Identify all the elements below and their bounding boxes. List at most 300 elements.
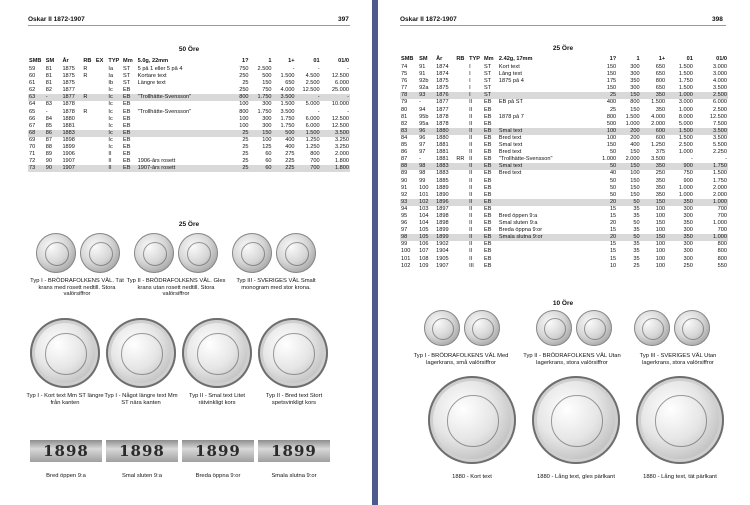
table-cell: Ic: [108, 122, 113, 129]
table-cell: Ic: [107, 94, 122, 101]
table-cell: 5.500: [713, 142, 727, 149]
table-cell: II: [469, 113, 473, 120]
table-cell: EB: [483, 199, 498, 206]
table-cell: 2.000: [713, 184, 727, 191]
table-cell: 100: [655, 255, 666, 262]
table-cell: 5.000: [305, 101, 320, 108]
table-cell: 1.500: [296, 130, 321, 137]
table-cell: EB: [484, 99, 492, 106]
table-cell: II: [469, 177, 473, 184]
table-cell: "Trollhätte-Svensson": [498, 156, 553, 163]
table-25-ore: [400, 55, 728, 270]
table-cell: 96: [401, 220, 408, 227]
table-cell: 1.750: [250, 94, 273, 101]
table-cell: 1878: [62, 108, 75, 115]
table-cell: "Trollhätte-Svensson": [137, 94, 231, 101]
table-cell: 100: [239, 115, 249, 122]
table-cell: EB: [484, 113, 492, 120]
table-cell: II: [469, 205, 473, 212]
table-cell: [455, 142, 468, 149]
table-cell: [82, 144, 95, 151]
table-cell: I: [469, 64, 471, 70]
table-cell: [455, 78, 468, 85]
table-cell: EB: [483, 128, 498, 135]
table-cell: 150: [630, 191, 640, 198]
table-cell: EB: [123, 136, 131, 143]
table-cell: 1899: [435, 234, 455, 241]
table-cell: 101: [401, 255, 411, 262]
coin-caption: 1880 - Kort text: [452, 474, 492, 480]
table-cell: ST: [484, 78, 492, 85]
table-cell: 84: [45, 115, 52, 122]
table-row: [28, 66, 350, 73]
table-cell: 85: [401, 142, 408, 149]
table-cell: [95, 158, 108, 165]
table-cell: [498, 192, 592, 199]
table-row: [28, 94, 350, 101]
table-cell: 1.500: [625, 113, 640, 120]
table-cell: [455, 121, 468, 128]
table-cell: 800: [717, 255, 727, 262]
table-cell: 80: [401, 106, 408, 113]
table-cell: [95, 151, 108, 158]
table-cell: 100: [655, 212, 666, 219]
table-row: [400, 121, 728, 128]
table-cell: EB: [484, 205, 492, 212]
table-cell: [498, 107, 592, 114]
table-row: [400, 107, 728, 114]
table-cell: 83: [45, 101, 52, 108]
table-cell: 25: [633, 262, 640, 269]
table-cell: 96: [418, 128, 435, 135]
page-header-title: Oskar II 1872-1907: [400, 16, 457, 23]
table-cell: [498, 185, 592, 192]
table-cell: 104: [419, 220, 429, 227]
table-cell: [82, 137, 95, 144]
table-cell: 50: [592, 163, 618, 170]
table-cell: 1876: [435, 92, 455, 99]
table-cell: [95, 109, 108, 116]
table-cell: 350: [641, 163, 667, 170]
table-cell: 3.500: [713, 85, 727, 92]
table-cell: 1880: [435, 128, 455, 135]
table-cell: EB: [123, 87, 131, 94]
table-cell: 1898: [436, 212, 449, 219]
table-cell: 1907: [436, 262, 449, 269]
table-cell: "Trollhätte-Svensson": [137, 108, 192, 115]
header-rule: [28, 25, 350, 26]
column-header: 01: [313, 57, 320, 64]
table-cell: II: [469, 134, 473, 141]
table-cell: 1875: [436, 78, 449, 85]
table-cell: 97: [419, 142, 426, 149]
table-cell: 35: [633, 227, 640, 234]
table-cell: 300: [683, 241, 693, 248]
table-cell: 3.500: [713, 134, 727, 141]
type-caption: Typ II - BRÖDRAFOLKENS VÄL Utan lagerkrans, stora valörsiffror: [523, 353, 621, 366]
table-row: [400, 192, 728, 199]
table-row: [28, 123, 350, 130]
table-cell: 650: [655, 85, 666, 92]
table-cell: 6.000: [713, 99, 727, 106]
table-cell: 1898: [436, 220, 449, 227]
table-cell: 900: [683, 177, 693, 184]
table-cell: 350: [655, 106, 666, 113]
table-cell: EB: [484, 120, 492, 127]
table-cell: 2.000: [625, 156, 640, 163]
table-cell: 108: [419, 255, 429, 262]
table-cell: 100: [606, 134, 617, 141]
table-cell: II: [469, 255, 473, 262]
table-cell: [82, 116, 95, 123]
table-cell: 1877: [61, 94, 82, 101]
table-cell: 64: [29, 101, 36, 108]
table-cell: 3.000: [678, 99, 693, 106]
table-cell: [95, 73, 108, 80]
table-cell: [455, 185, 468, 192]
table-cell: 82: [45, 87, 52, 94]
table-cell: 81: [45, 66, 52, 72]
column-header: 1: [636, 55, 640, 62]
table-cell: 1.500: [678, 64, 693, 70]
table-cell: 150: [617, 163, 640, 170]
table-cell: [498, 178, 592, 185]
coin-image-large: [258, 318, 328, 388]
table-cell: 3.500: [280, 108, 295, 115]
table-cell: [455, 64, 468, 71]
year-closeup: 1898: [106, 440, 178, 462]
table-cell: 1878: [436, 120, 449, 127]
table-cell: ST: [123, 80, 131, 87]
table-cell: [95, 130, 108, 137]
table-cell: [455, 178, 468, 185]
table-cell: -: [347, 66, 349, 72]
table-cell: [455, 135, 468, 142]
table-cell: 1.500: [651, 99, 666, 106]
table-cell: [82, 130, 95, 137]
table-row: [400, 163, 728, 170]
coin-image: [134, 233, 174, 273]
table-cell: ST: [484, 85, 492, 92]
table-cell: 1878: [436, 113, 449, 120]
table-cell: 700: [310, 158, 320, 165]
column-header: 01/0: [716, 55, 727, 62]
coin-image-large: [106, 318, 176, 388]
table-cell: 1.500: [713, 170, 727, 177]
table-cell: [498, 248, 592, 255]
table-cell: 61: [29, 80, 36, 87]
table-cell: [455, 227, 468, 234]
table-cell: [498, 263, 592, 270]
table-cell: 90: [45, 165, 62, 172]
table-cell: 2.500: [678, 142, 693, 149]
table-cell: 35: [633, 205, 640, 212]
table-cell: 100: [630, 170, 640, 177]
table-row: [28, 151, 350, 158]
table-cell: 105: [418, 234, 435, 241]
table-cell: 1874: [436, 64, 449, 70]
table-cell: -: [45, 108, 48, 115]
table-cell: 8.000: [678, 113, 693, 120]
table-cell: I: [469, 85, 471, 92]
table-cell: 88: [45, 144, 52, 151]
coin-image: [536, 310, 572, 346]
page-number: 398: [712, 16, 723, 23]
table-cell: 1.250: [651, 142, 666, 149]
table-cell: 25.000: [331, 87, 349, 94]
coin-image: [576, 310, 612, 346]
table-cell: 150: [617, 92, 640, 99]
table-cell: 3.500: [694, 128, 728, 135]
table-cell: 125: [262, 144, 272, 151]
table-cell: Ic: [108, 136, 113, 143]
table-cell: 92a: [419, 85, 429, 92]
table-cell: 35: [633, 248, 640, 255]
table-cell: [498, 206, 592, 213]
table-cell: 4.000: [651, 113, 666, 120]
column-header: 1+: [658, 55, 666, 62]
table-cell: 150: [630, 184, 640, 191]
table-cell: 1877: [436, 106, 449, 113]
table-cell: EB: [123, 151, 131, 158]
type-caption: Typ I - BRÖDRAFOLKENS VÄL Med lagerkrans, små valörsiffror: [413, 353, 509, 366]
table-cell: 800: [717, 241, 727, 248]
table-cell: 60: [250, 165, 273, 172]
table-cell: 1898: [62, 136, 75, 143]
table-cell: [82, 151, 95, 158]
table-cell: 1907: [62, 158, 75, 165]
table-cell: 66: [29, 115, 36, 122]
table-cell: 1881: [62, 122, 75, 129]
table-cell: II: [469, 241, 473, 248]
coin-image: [80, 233, 120, 273]
table-cell: 81: [45, 80, 52, 87]
table-cell: 350: [655, 177, 666, 184]
table-cell: 300: [683, 212, 693, 219]
table-cell: EB: [123, 101, 131, 108]
table-cell: 1.000: [666, 92, 694, 99]
table-cell: 100: [655, 205, 666, 212]
table-row: [400, 114, 728, 121]
table-row: [400, 241, 728, 248]
table-cell: 50: [617, 199, 640, 206]
table-cell: Kortare text: [137, 73, 167, 80]
table-row: [400, 71, 728, 78]
table-cell: [455, 92, 468, 99]
column-header: 01: [686, 55, 693, 62]
table-row: [400, 178, 728, 185]
coin-image-large: [182, 318, 252, 388]
table-row: [28, 80, 350, 87]
table-cell: 800: [630, 99, 640, 106]
table-cell: 85: [45, 122, 52, 129]
table-row: [400, 142, 728, 149]
table-cell: 2.500: [305, 80, 320, 87]
table-cell: 75: [401, 71, 408, 78]
column-header: 1+: [288, 57, 295, 64]
table-cell: 65: [29, 108, 36, 115]
table-cell: EB: [123, 115, 131, 122]
table-cell: 3.250: [335, 144, 349, 151]
section-title-25-ore: 25 Öre: [178, 221, 200, 228]
table-cell: -: [321, 94, 350, 101]
table-cell: 98: [400, 234, 418, 241]
table-cell: [95, 144, 108, 151]
table-cell: -: [419, 156, 421, 163]
section-title-25-ore: 25 Öre: [552, 45, 574, 52]
table-cell: 1.750: [280, 122, 295, 129]
table-cell: EB: [484, 248, 492, 255]
table-row: [400, 248, 728, 255]
table-cell: Ic: [108, 108, 113, 115]
table-cell: II: [468, 234, 483, 241]
column-header: TYP: [469, 55, 480, 62]
table-cell: 300: [630, 64, 640, 70]
table-cell: 1.000: [678, 191, 693, 198]
table-cell: 105: [419, 227, 429, 234]
table-cell: Bred text: [498, 170, 522, 177]
table-cell: 250: [683, 262, 693, 269]
table-row: [28, 144, 350, 151]
coin-image: [178, 233, 218, 273]
table-cell: II: [469, 248, 473, 255]
table-cell: 89: [45, 151, 52, 158]
table-cell: 800: [310, 151, 320, 158]
year-caption: Bred öppen 9:a: [46, 473, 86, 479]
table-cell: 150: [655, 220, 666, 227]
table-cell: [82, 87, 95, 94]
table-cell: 1906: [62, 151, 75, 158]
table-row: [400, 149, 728, 156]
table-cell: 100: [655, 262, 666, 269]
column-header: 1?: [242, 57, 249, 64]
table-cell: 15: [609, 212, 617, 219]
table-cell: R: [83, 108, 88, 115]
table-cell: EB: [484, 142, 492, 149]
table-cell: Ib: [108, 80, 114, 87]
table-cell: 900: [666, 163, 694, 170]
table-cell: EB: [123, 108, 131, 115]
table-cell: [455, 85, 468, 92]
table-cell: EB: [484, 134, 492, 141]
section-title-10-ore: 10 Öre: [552, 300, 574, 307]
table-cell: [455, 149, 468, 156]
table-cell: -: [292, 66, 295, 72]
table-cell: 400: [285, 144, 295, 151]
table-50-ore: [28, 57, 350, 172]
table-row: [28, 137, 350, 144]
table-cell: 20: [609, 220, 617, 227]
table-cell: 1899: [436, 227, 449, 234]
table-cell: 700: [717, 205, 727, 212]
table-row: [28, 87, 350, 94]
table-cell: 350: [666, 199, 694, 206]
table-cell: 40: [609, 170, 617, 177]
table-cell: 175: [606, 78, 617, 85]
table-cell: 100: [239, 101, 249, 108]
coin-image: [634, 310, 670, 346]
table-cell: EB: [484, 156, 492, 163]
table-cell: 1880: [436, 134, 449, 141]
table-cell: II: [469, 220, 473, 227]
table-cell: 350: [630, 78, 640, 85]
table-cell: 12.500: [302, 87, 320, 94]
table-cell: 50: [609, 177, 617, 184]
table-row: [400, 128, 728, 135]
table-cell: 700: [717, 212, 727, 219]
table-cell: 92: [401, 191, 408, 198]
table-cell: [82, 123, 95, 130]
table-cell: 1889: [436, 184, 449, 191]
table-cell: [95, 165, 108, 172]
table-cell: 300: [262, 101, 272, 108]
table-cell: 750: [683, 170, 693, 177]
table-cell: R: [83, 66, 88, 72]
table-row: [400, 263, 728, 270]
table-cell: [137, 151, 231, 158]
table-cell: EB: [484, 220, 492, 227]
table-cell: 1883: [436, 170, 449, 177]
table-cell: 89: [401, 170, 408, 177]
table-cell: EB: [484, 241, 492, 248]
table-cell: 1875: [62, 80, 75, 87]
table-cell: II: [469, 156, 473, 163]
column-header: RB: [83, 57, 92, 64]
table-cell: 91: [401, 184, 408, 191]
table-cell: -: [419, 99, 421, 106]
table-cell: [498, 85, 592, 92]
table-cell: 150: [641, 234, 667, 241]
table-cell: 225: [285, 158, 295, 165]
table-cell: Kort text: [498, 64, 520, 70]
table-row: [400, 92, 728, 99]
table-cell: 100: [419, 184, 429, 191]
table-cell: 150: [606, 85, 617, 92]
table-cell: Ic: [108, 87, 113, 94]
table-cell: 3.500: [321, 130, 350, 137]
table-cell: 800: [239, 108, 249, 115]
table-cell: 4.000: [713, 78, 727, 85]
table-cell: Smal sluten 9:a: [498, 220, 538, 227]
coin-image: [232, 233, 272, 273]
table-cell: [95, 101, 108, 108]
table-cell: 106: [419, 241, 429, 248]
table-cell: [82, 101, 95, 108]
table-cell: 20: [592, 199, 618, 206]
table-cell: [455, 192, 468, 199]
table-cell: [95, 137, 108, 144]
table-cell: 59: [29, 66, 36, 72]
table-cell: 1877: [62, 87, 75, 94]
table-cell: Ia: [108, 66, 114, 72]
table-cell: 800: [655, 78, 666, 85]
column-header: 2.42g, 17mm: [498, 55, 533, 62]
table-cell: 1.500: [678, 134, 693, 141]
table-cell: II: [108, 151, 112, 158]
table-cell: EB: [484, 262, 492, 269]
table-cell: 300: [683, 227, 693, 234]
table-row: [400, 135, 728, 142]
table-cell: 71: [29, 151, 36, 158]
table-cell: 1907: [61, 165, 82, 172]
table-cell: 100: [239, 122, 249, 129]
table-cell: 1906-års rosett: [137, 158, 176, 165]
column-header: SMB: [29, 57, 42, 64]
table-cell: 90: [401, 177, 408, 184]
table-cell: -: [725, 156, 727, 163]
table-cell: 25: [231, 130, 250, 137]
table-cell: II: [469, 212, 473, 219]
